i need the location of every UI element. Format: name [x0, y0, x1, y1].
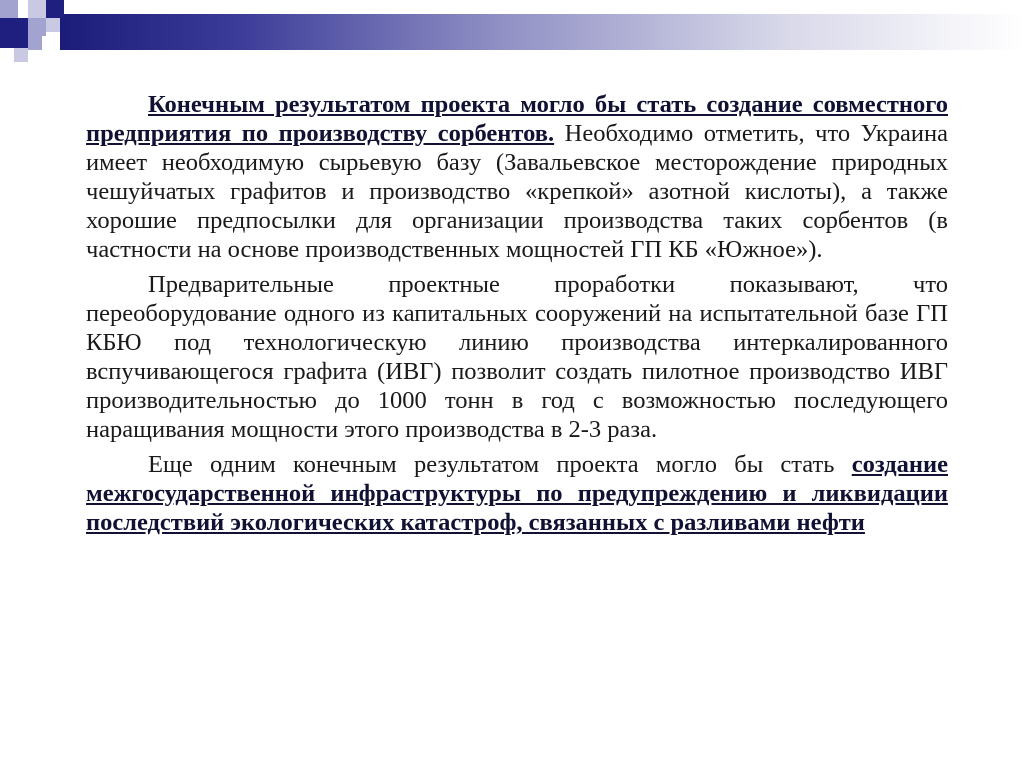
paragraph-1-text: Необходимо отметить, что Украина имеет необходимую сырьевую базу (Завальевское месторождение природных чешуйчатых графитов и производство «крепкой» азотной кислоты), а также хорошие предпосылки для организации производства таких сорбентов (в частности на основе производственных мощностей ГП КБ «Южное»).: [86, 120, 948, 263]
paragraph-3-text: Еще одним конечным результатом проекта могло бы стать: [148, 451, 852, 478]
decor-square: [46, 0, 64, 18]
decor-square: [46, 18, 60, 32]
header-gradient-bar: [60, 14, 1024, 50]
decor-square: [28, 18, 46, 36]
decor-square: [0, 0, 18, 18]
decor-square: [28, 0, 46, 18]
paragraph-1-emphasis: Конечным результатом проекта могло бы стать создание совместного предприятия по производству сорбентов.: [86, 91, 948, 147]
paragraph-3-emphasis: создание межгосударственной инфраструктуры по предупреждению и ликвидации последствий экологических катастроф, связанных с разливами нефти: [86, 451, 948, 536]
decor-square: [0, 18, 28, 48]
decor-square: [14, 48, 28, 62]
paragraph-3: [86, 450, 948, 537]
decor-square: [28, 36, 42, 50]
slide-body: [86, 90, 948, 543]
paragraph-2-text: Предварительные проектные проработки показывают, что переоборудование одного из капитальных сооружений на испытательной базе ГП КБЮ под технологическую линию производства интеркалированного вспучивающегося графита (ИВГ) позволит создать пилотное производство ИВГ производительностью до 1000 тонн в год с возможностью последующего наращивания мощности этого производства в 2-3 раза.: [86, 271, 948, 443]
paragraph-2: [86, 270, 948, 444]
paragraph-1: [86, 90, 948, 264]
